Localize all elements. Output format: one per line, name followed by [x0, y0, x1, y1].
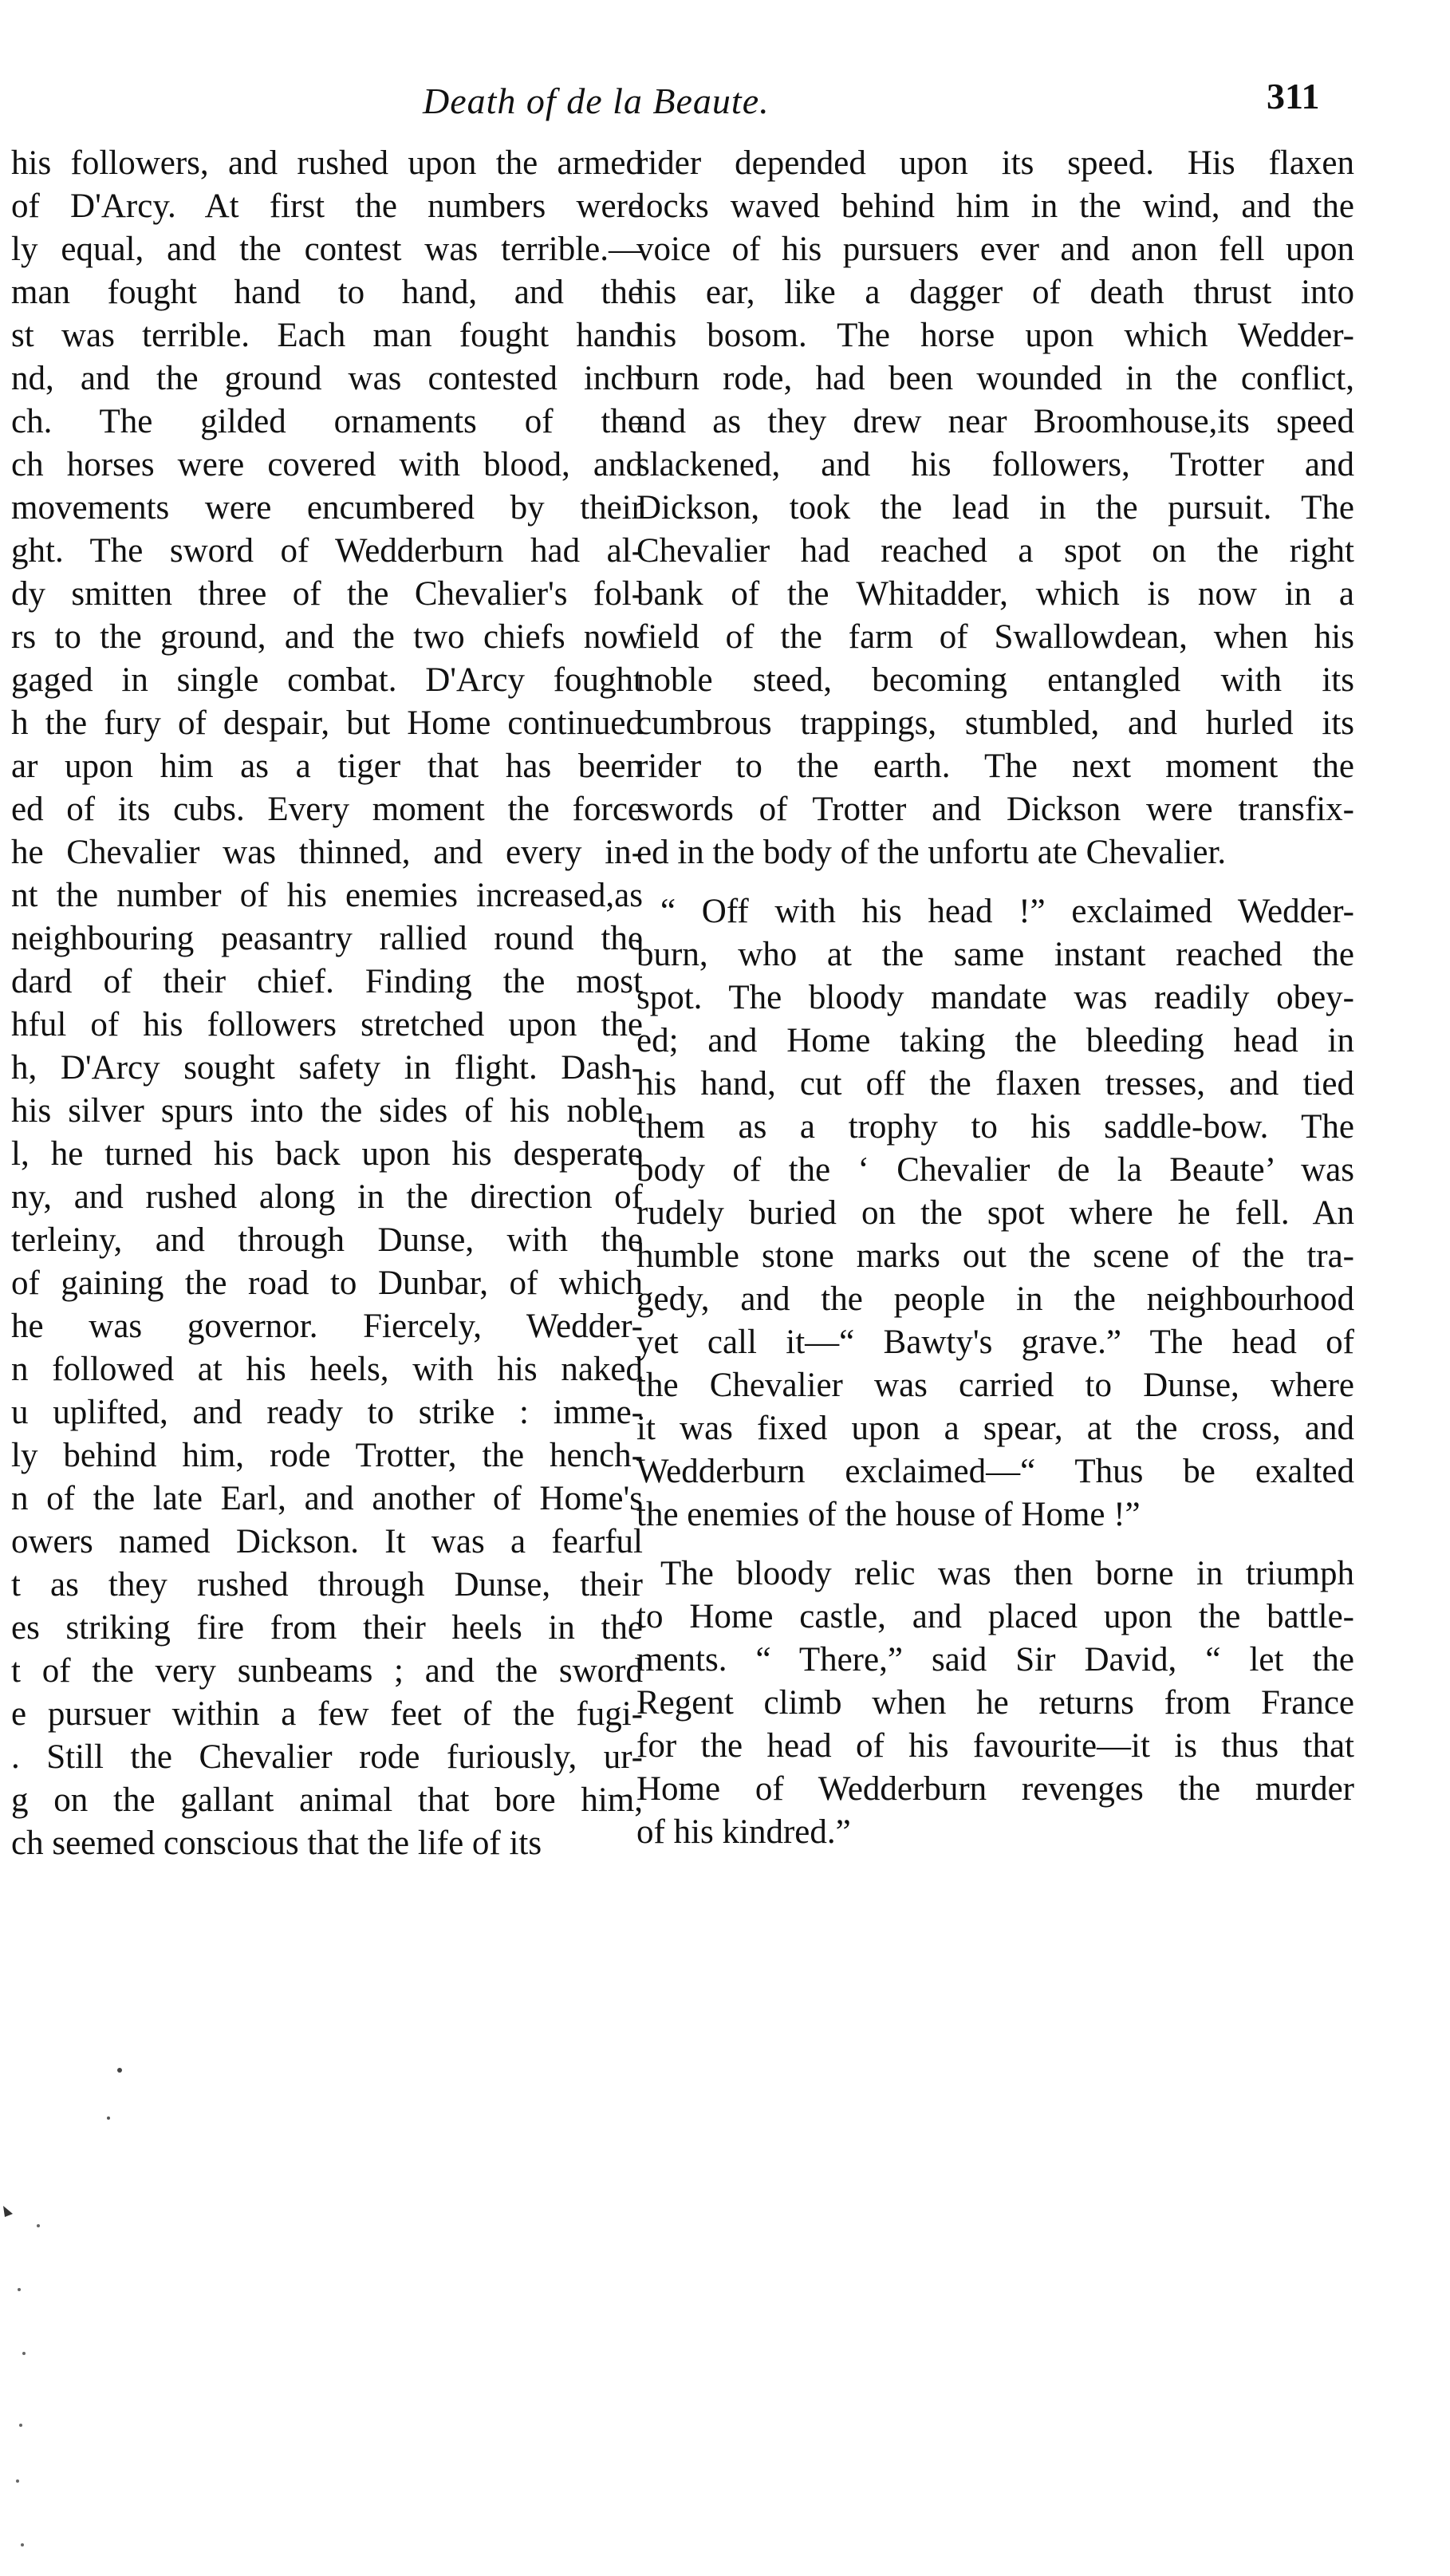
- text-line: spot. The bloody mandate was readily obey-: [636, 979, 1354, 1016]
- text-line: rider depended upon its speed. His flaxen: [636, 144, 1354, 182]
- text-line: ght. The sword of Wedderburn had al-: [11, 532, 643, 570]
- text-line: his hand, cut off the flaxen tresses, and tied: [636, 1065, 1354, 1103]
- text-line: ch. The gilded ornaments of the: [11, 403, 643, 440]
- text-line: the Chevalier was carried to Dunse, where: [636, 1367, 1354, 1404]
- text-line: and as they drew near Broomhouse,its speed: [636, 403, 1354, 440]
- scan-speck: [117, 2068, 122, 2073]
- text-line: neighbouring peasantry rallied round the: [11, 920, 643, 957]
- running-header: [0, 76, 1450, 128]
- text-line: locks waved behind him in the wind, and the: [636, 187, 1354, 225]
- text-line: gedy, and the people in the neighbourhood: [636, 1280, 1354, 1318]
- right-column: [636, 142, 1354, 1854]
- scan-speck: [21, 2543, 24, 2546]
- text-line: he Chevalier was thinned, and every in-: [11, 834, 643, 871]
- text-line: he was governor. Fiercely, Wedder-: [11, 1308, 643, 1345]
- text-line: of gaining the road to Dunbar, of which: [11, 1264, 643, 1302]
- text-line: Home of Wedderburn revenges the murder: [636, 1770, 1354, 1808]
- text-line: his silver spurs into the sides of his noble: [11, 1092, 643, 1130]
- paragraph-pursuit: [636, 142, 1354, 874]
- text-line: of D'Arcy. At first the numbers were: [11, 187, 643, 225]
- text-line: for the head of his favourite—it is thus that: [636, 1727, 1354, 1765]
- text-line: dy smitten three of the Chevalier's fol-: [11, 575, 643, 613]
- text-line: of his kindred.”: [636, 1813, 851, 1851]
- text-line: h the fury of despair, but Home continued: [11, 704, 643, 742]
- text-line: noble steed, becoming entangled with its: [636, 661, 1354, 699]
- text-line: man fought hand to hand, and the: [11, 274, 643, 311]
- text-line: swords of Trotter and Dickson were transfix-: [636, 791, 1354, 828]
- text-line: burn rode, had been wounded in the conflict,: [636, 360, 1354, 397]
- paragraph-gap: [636, 874, 1354, 890]
- paragraph-beheading: [636, 890, 1354, 1537]
- text-line: g on the gallant animal that bore him,: [11, 1781, 643, 1819]
- text-line: l, he turned his back upon his desperate: [11, 1135, 643, 1173]
- paragraph-gap: [636, 1537, 1354, 1552]
- scan-smudge: [3, 2206, 13, 2217]
- scan-speck: [107, 2116, 110, 2120]
- page-number: 311: [1267, 76, 1320, 116]
- text-line: voice of his pursuers ever and anon fell upon: [636, 231, 1354, 268]
- running-title: Death of de la Beaute.: [423, 81, 770, 121]
- text-line: ly behind him, rode Trotter, the hench-: [11, 1437, 643, 1474]
- text-line: t as they rushed through Dunse, their: [11, 1566, 643, 1604]
- text-line: rider to the earth. The next moment the: [636, 748, 1354, 785]
- text-line: bank of the Whitadder, which is now in a: [636, 575, 1354, 613]
- text-line: it was fixed upon a spear, at the cross, and: [636, 1410, 1354, 1447]
- text-line: t of the very sunbeams ; and the sword: [11, 1652, 643, 1690]
- text-line: ar upon him as a tiger that has been: [11, 748, 643, 785]
- text-line: ed of its cubs. Every moment the force: [11, 791, 643, 828]
- text-line: humble stone marks out the scene of the tra-: [636, 1237, 1354, 1275]
- text-line: st was terrible. Each man fought hand: [11, 317, 643, 354]
- text-line: his bosom. The horse upon which Wedder-: [636, 317, 1354, 354]
- scan-speck: [19, 2424, 22, 2427]
- text-line: ny, and rushed along in the direction of: [11, 1178, 643, 1216]
- text-line: field of the farm of Swallowdean, when his: [636, 618, 1354, 656]
- text-line: ly equal, and the contest was terrible.—: [11, 231, 643, 268]
- scan-speck: [16, 2479, 19, 2483]
- text-line: hful of his followers stretched upon the: [11, 1006, 643, 1043]
- text-line: his followers, and rushed upon the armed: [11, 144, 643, 182]
- text-line: The bloody relic was then borne in triumph: [660, 1555, 1354, 1592]
- text-line: n followed at his heels, with his naked: [11, 1351, 643, 1388]
- scan-speck: [37, 2224, 40, 2227]
- text-line: “ Off with his head !” exclaimed Wedder-: [660, 893, 1354, 930]
- text-line: to Home castle, and placed upon the battle-: [636, 1598, 1354, 1635]
- text-line: cumbrous trappings, stumbled, and hurled its: [636, 704, 1354, 742]
- text-line: burn, who at the same instant reached the: [636, 936, 1354, 973]
- left-column: [11, 142, 643, 1865]
- text-line: rs to the ground, and the two chiefs now: [11, 618, 643, 656]
- text-line: owers named Dickson. It was a fearful: [11, 1523, 643, 1560]
- text-line: n of the late Earl, and another of Home's: [11, 1480, 643, 1517]
- scan-speck: [18, 2288, 21, 2291]
- text-line: ments. “ There,” said Sir David, “ let the: [636, 1641, 1354, 1679]
- text-line: dard of their chief. Finding the most: [11, 963, 643, 1000]
- text-line: Regent climb when he returns from France: [636, 1684, 1354, 1722]
- text-line: the enemies of the house of Home !”: [636, 1496, 1141, 1533]
- paragraph-relic: [636, 1552, 1354, 1854]
- text-line: es striking fire from their heels in the: [11, 1609, 643, 1647]
- text-line: Dickson, took the lead in the pursuit. The: [636, 489, 1354, 527]
- text-line: ed in the body of the unfortu ate Chevalier.: [636, 834, 1227, 871]
- text-line: e pursuer within a few feet of the fugi-: [11, 1695, 643, 1733]
- text-line: nt the number of his enemies increased,as: [11, 877, 643, 914]
- text-line: Wedderburn exclaimed—“ Thus be exalted: [636, 1453, 1354, 1490]
- text-line: . Still the Chevalier rode furiously, ur-: [11, 1738, 643, 1776]
- scan-speck: [22, 2352, 26, 2355]
- text-line: ch horses were covered with blood, and: [11, 446, 643, 483]
- text-line: Chevalier had reached a spot on the right: [636, 532, 1354, 570]
- text-line: body of the ‘ Chevalier de la Beaute’ was: [636, 1151, 1354, 1189]
- text-line: rudely buried on the spot where he fell. An: [636, 1194, 1354, 1232]
- text-line: nd, and the ground was contested inch: [11, 360, 643, 397]
- text-line: h, D'Arcy sought safety in flight. Dash-: [11, 1049, 643, 1087]
- text-line: slackened, and his followers, Trotter and: [636, 446, 1354, 483]
- text-line: his ear, like a dagger of death thrust into: [636, 274, 1354, 311]
- text-line: u uplifted, and ready to strike : imme-: [11, 1394, 643, 1431]
- text-line: ch seemed conscious that the life of its: [11, 1825, 542, 1862]
- text-line: gaged in single combat. D'Arcy fought: [11, 661, 643, 699]
- text-line: ed; and Home taking the bleeding head in: [636, 1022, 1354, 1059]
- text-line: terleiny, and through Dunse, with the: [11, 1221, 643, 1259]
- text-line: movements were encumbered by their: [11, 489, 643, 527]
- text-line: yet call it—“ Bawty's grave.” The head of: [636, 1324, 1354, 1361]
- text-line: them as a trophy to his saddle-bow. The: [636, 1108, 1354, 1146]
